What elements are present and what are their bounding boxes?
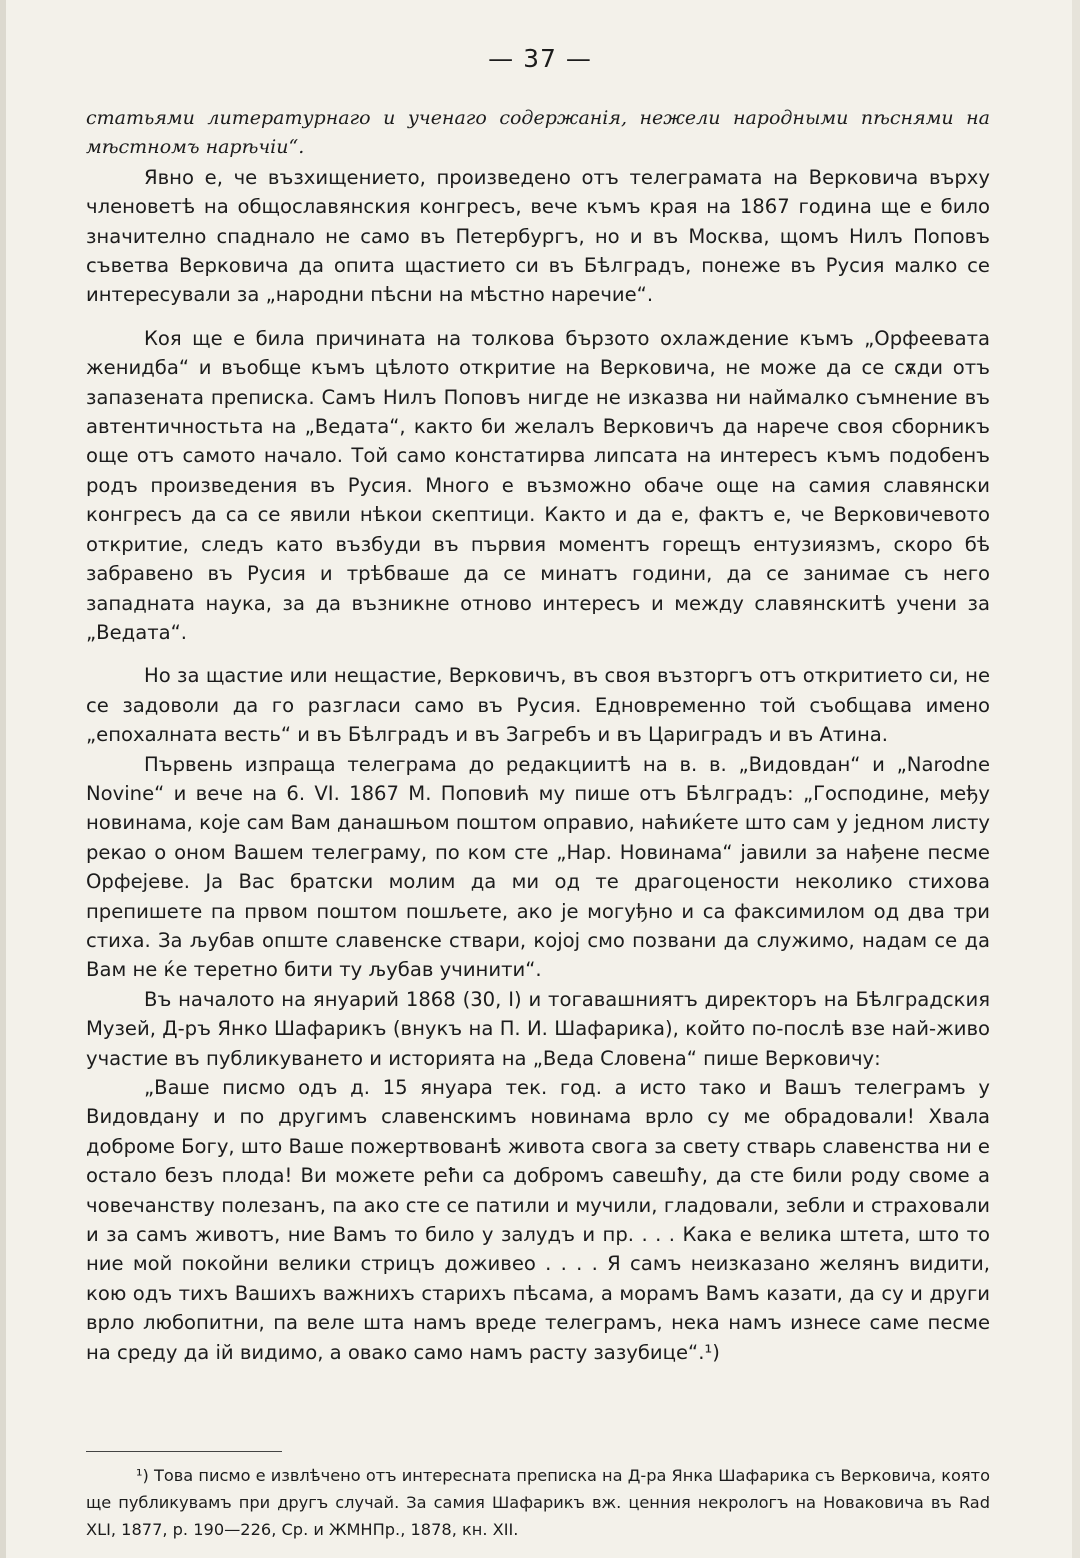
paragraph-6-letter-quote: „Ваше писмо одъ д. 15 януара тек. год. а исто тако и Вашъ телеграмъ у Видовдану и по другимъ славенскимъ новинама врло су ме обрадовали! Хвала доброме Богу, што Ваше пожертвованѣ живота свога за свету стварь славенства ни е остало безъ плода! Ви можете реħи са добромъ савешħу, да сте били роду своме а човечанству полезанъ, па ако сте се патили и мучили, гладовали, зебли и страховали и за самъ животъ, ние Вамъ то било у залудъ и пр. . . . Кака е велика штета, што то ние мой покойни велики стрицъ доживео . . . . Я самъ неизказано желянъ видити, кою одъ тихъ Вашихъ важнихъ старихъ пѣсама, а морамъ Вамъ казати, да су и други врло любопитни, па веле шта намъ вреде телеграмъ, нека намъ изнесе саме песме на среду да ій видимо, а овако само намъ расту зазубице“.¹)	[86, 1076, 990, 1364]
page-edge-left	[0, 0, 6, 1558]
footnote: ¹) Това писмо е извлѣчено отъ интересната преписка на Д-ра Янка Шафарика съ Верковича, която ще публикувамъ при другъ случай. За самия Шафарикъ вж. ценния некрологъ на Новаковича въ Rad XLI, 1877, p. 190—226, Ср. и ЖМНПр., 1878, кн. XII.	[86, 1466, 990, 1539]
paragraph-5: Въ началото на януарий 1868 (30, I) и тогавашниятъ директоръ на Бѣлградския Музей, Д-ръ Янко Шафарикъ (внукъ на П. И. Шафарика), който по-послѣ взе най-живо участие въ публикуването и историята на „Веда Словена“ пише Верковичу:	[86, 987, 990, 1070]
paragraph-3: Но за щастие или нещастие, Верковичъ, въ своя възторгъ отъ откритието си, не се задоволи да го разгласи само въ Русия. Едновременно той съобщава имено „епохалната весть“ и въ Бѣлградъ и въ Загребъ и въ Цариградъ и въ Атина.	[86, 664, 990, 747]
paragraph-4: Първень изпраща телеграма до редакциитѣ на в. в. „Видовдан“ и „Narodne Novine“ и вече на 6. VI. 1867 М. Поповић му пише отъ Бѣлградъ: „Господине, међу новинама, које сам Вам данашњом поштом оправио, наћиќете што сам у једном листу рекао о оном Вашем телеграму, по ком сте „Нар. Новинама“ јавили за нађене песме Орфејеве. Ја Вас братски молим да ми од те драгоцености неколико стихова препишете па првом поштом пошљете, ако је могуђно и са факсимилом од два три стиха. За љубав опште славенске ствари, којој смо позвани да служимо, надам се да Вам не ќе теретно бити ту љубав учинити“.	[86, 752, 990, 982]
footnote-divider	[86, 1451, 282, 1452]
paragraph-1: Явно е, че възхищението, произведено отъ телеграмата на Верковича върху членоветѣ на общославянския конгресъ, вече къмъ края на 1867 година ще е било значително спаднало не само въ Петербургъ, но и въ Москва, щомъ Нилъ Поповъ съветва Верковича да опита щастието си въ Бѣлградъ, понеже въ Русия малко се интересували за „народни пѣсни на мѣстно наречие“.	[86, 165, 990, 307]
page-number: — 37 —	[488, 44, 592, 73]
paragraph-2: Коя ще е била причината на толкова бързото охлаждение къмъ „Орфеевата женидба“ и въобще къмъ цѣлото откритие на Верковича, не може да се сѫди отъ запазената преписка. Самъ Нилъ Поповъ нигде не изказва ни наймалко съмнение въ автентичностьта на „Ведата“, както би желалъ Верковичъ да нарече своя сборникъ още отъ самото начало. Той само констатирва липсата на интересъ къмъ подобенъ родъ произведения въ Русия. Много е възможно обаче още на самия славянски конгресъ да са се явили нѣкои скептици. Както и да е, фактъ е, че Верковичевото откритие, следъ като възбуди въ първия моментъ горещъ ентузиязмъ, скоро бѣ забравено въ Русия и трѣбваше да се минатъ години, да се занимае съ него западната наука, за да възникне отново интересъ и между славянскитѣ учени за „Ведата“.	[86, 326, 990, 644]
italic-quote-continuation: статьями литературнаго и ученаго содержанія, нежели народными пѣснями на мѣстномъ нарѣчіи“.	[86, 107, 990, 159]
page-edge-right	[1072, 0, 1080, 1558]
body-text	[86, 104, 990, 1367]
